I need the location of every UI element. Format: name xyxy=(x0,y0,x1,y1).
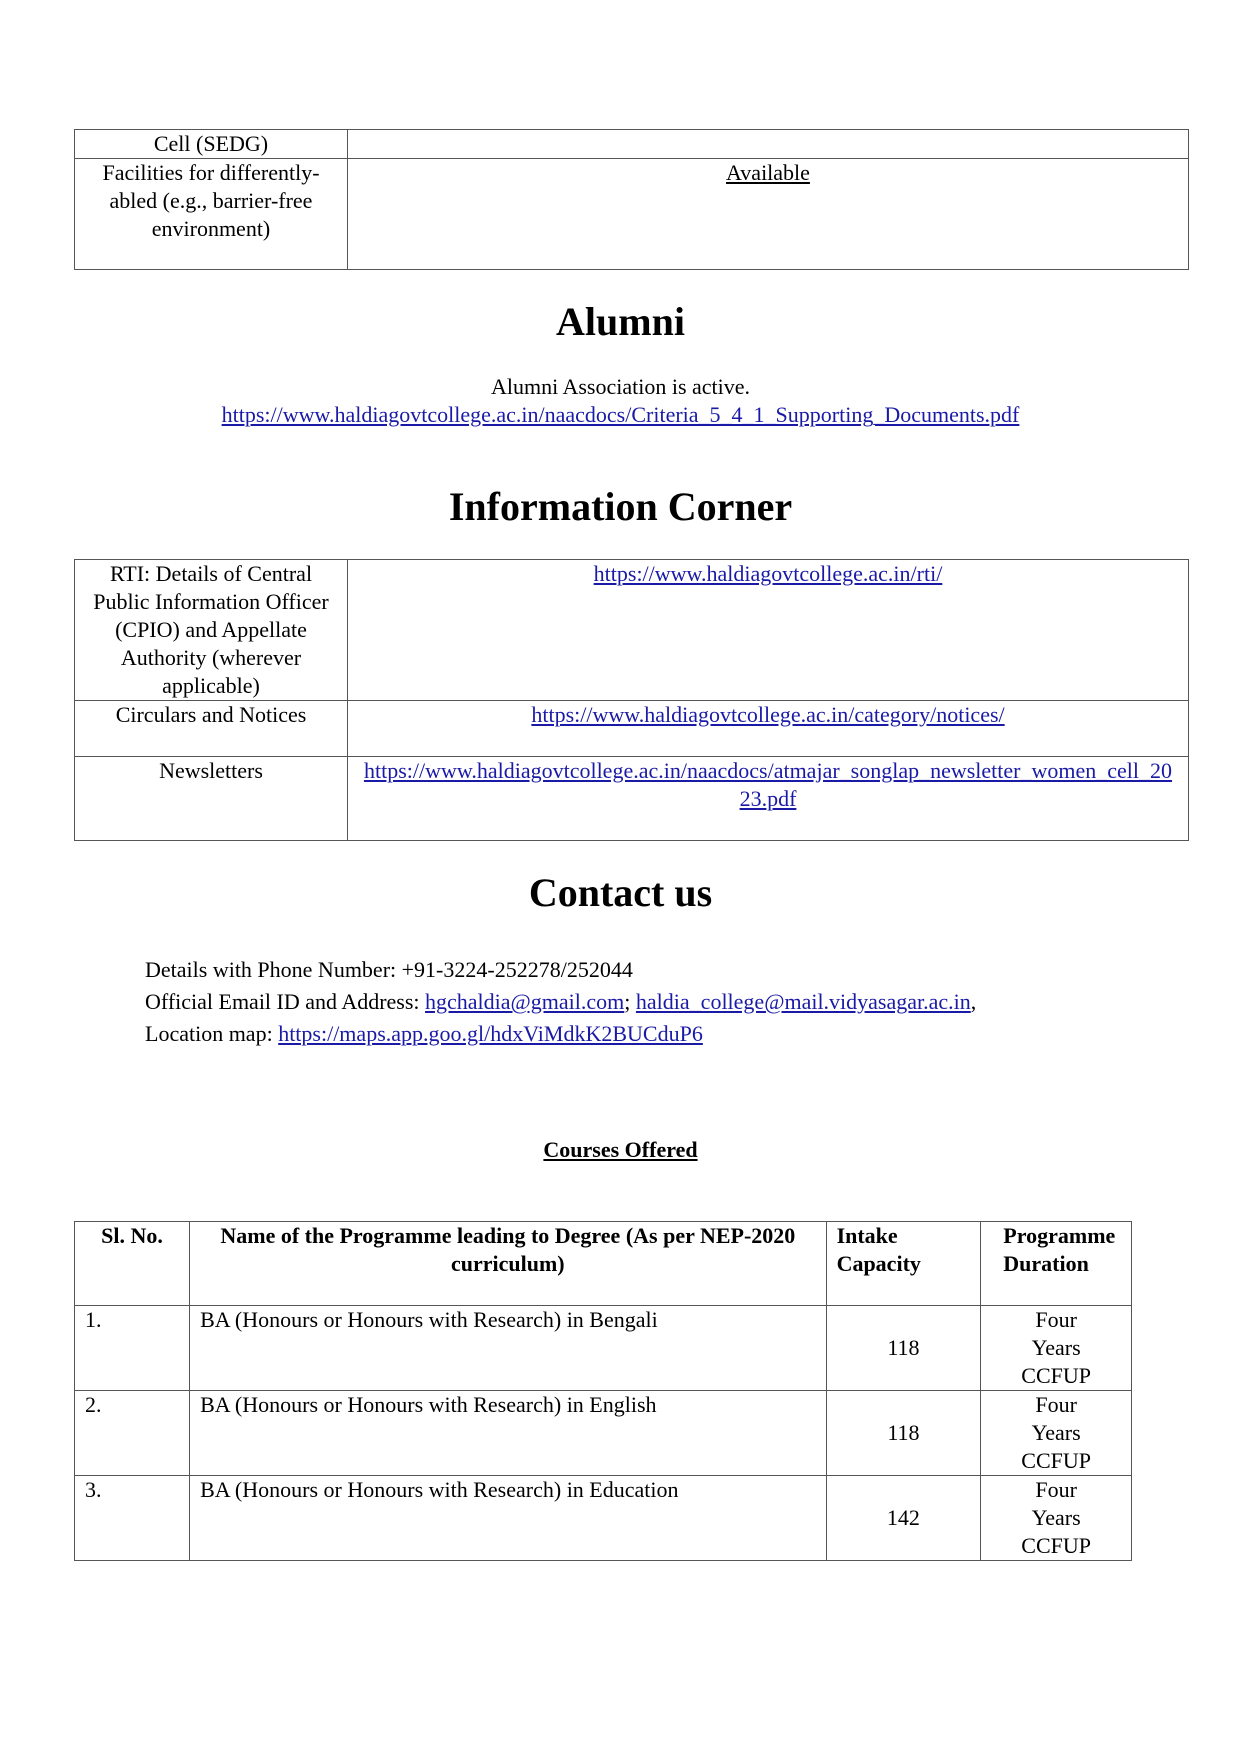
header-name: Name of the Programme leading to Degree (As per NEP-2020 curriculum) xyxy=(190,1222,826,1306)
table-row xyxy=(75,1391,1132,1476)
row-value xyxy=(348,130,1189,159)
contact-details xyxy=(145,954,976,1050)
info-corner-heading: Information Corner xyxy=(448,484,793,529)
newsletters-link[interactable]: https://www.haldiagovtcollege.ac.in/naacdocs/atmajar_songlap_newsletter_women_cell_2023.pdf xyxy=(363,758,1173,811)
phone-line xyxy=(145,954,976,986)
course-intake: 118 xyxy=(826,1306,981,1391)
email-link-2[interactable]: haldia_college@mail.vidyasagar.ac.in xyxy=(635,989,971,1014)
course-sl: 1. xyxy=(75,1306,190,1391)
circulars-link[interactable]: https://www.haldiagovtcollege.ac.in/category/notices/ xyxy=(531,702,1005,727)
phone-label: Details with Phone Number: xyxy=(145,957,402,982)
table-row xyxy=(75,1476,1132,1561)
row-label: Cell (SEDG) xyxy=(75,130,348,159)
header-sl: Sl. No. xyxy=(75,1222,190,1306)
course-sl: 2. xyxy=(75,1391,190,1476)
header-duration: Programme Duration xyxy=(981,1222,1132,1306)
table-row xyxy=(75,159,1189,270)
alumni-heading: Alumni xyxy=(556,299,685,344)
rti-link[interactable]: https://www.haldiagovtcollege.ac.in/rti/ xyxy=(593,561,943,586)
course-intake: 118 xyxy=(826,1391,981,1476)
courses-table xyxy=(74,1221,1132,1561)
newsletters-label: Newsletters xyxy=(75,757,348,841)
table-row xyxy=(75,130,1189,159)
table-row xyxy=(75,701,1189,757)
table-row xyxy=(75,560,1189,701)
email-link-1[interactable]: hgchaldia@gmail.com xyxy=(425,989,625,1014)
row-label: Facilities for differently-abled (e.g., barrier-free environment) xyxy=(75,159,348,270)
email-line xyxy=(145,986,976,1018)
course-duration: Four Years CCFUP xyxy=(981,1476,1132,1561)
alumni-text: Alumni Association is active. xyxy=(490,374,751,399)
email-trail: , xyxy=(970,989,977,1014)
map-line xyxy=(145,1018,976,1050)
available-text: Available xyxy=(726,160,810,185)
course-duration: Four Years CCFUP xyxy=(981,1391,1132,1476)
courses-title: Courses Offered xyxy=(543,1137,698,1162)
course-name: BA (Honours or Honours with Research) in English xyxy=(190,1391,826,1476)
info-corner-table xyxy=(74,559,1189,841)
map-label: Location map: xyxy=(145,1021,279,1046)
email-separator: ; xyxy=(624,989,636,1014)
row-value xyxy=(348,159,1189,270)
rti-label: RTI: Details of Central Public Information Officer (CPIO) and Appellate Authority (wherever applicable) xyxy=(75,560,348,701)
alumni-link[interactable]: https://www.haldiagovtcollege.ac.in/naacdocs/Criteria_5_4_1_Supporting_Documents.pdf xyxy=(221,402,1020,427)
contact-heading: Contact us xyxy=(528,870,713,915)
course-duration: Four Years CCFUP xyxy=(981,1306,1132,1391)
course-name: BA (Honours or Honours with Research) in Education xyxy=(190,1476,826,1561)
header-intake: Intake Capacity xyxy=(826,1222,981,1306)
map-link[interactable]: https://maps.app.goo.gl/hdxViMdkK2BUCduP6 xyxy=(278,1021,703,1046)
table-row xyxy=(75,757,1189,841)
table-row xyxy=(75,1306,1132,1391)
circulars-label: Circulars and Notices xyxy=(75,701,348,757)
course-name: BA (Honours or Honours with Research) in Bengali xyxy=(190,1306,826,1391)
phone-number: +91-3224-252278/252044 xyxy=(401,957,633,982)
course-intake: 142 xyxy=(826,1476,981,1561)
facilities-table xyxy=(74,129,1189,270)
course-sl: 3. xyxy=(75,1476,190,1561)
email-label: Official Email ID and Address: xyxy=(145,989,426,1014)
table-header-row xyxy=(75,1222,1132,1306)
